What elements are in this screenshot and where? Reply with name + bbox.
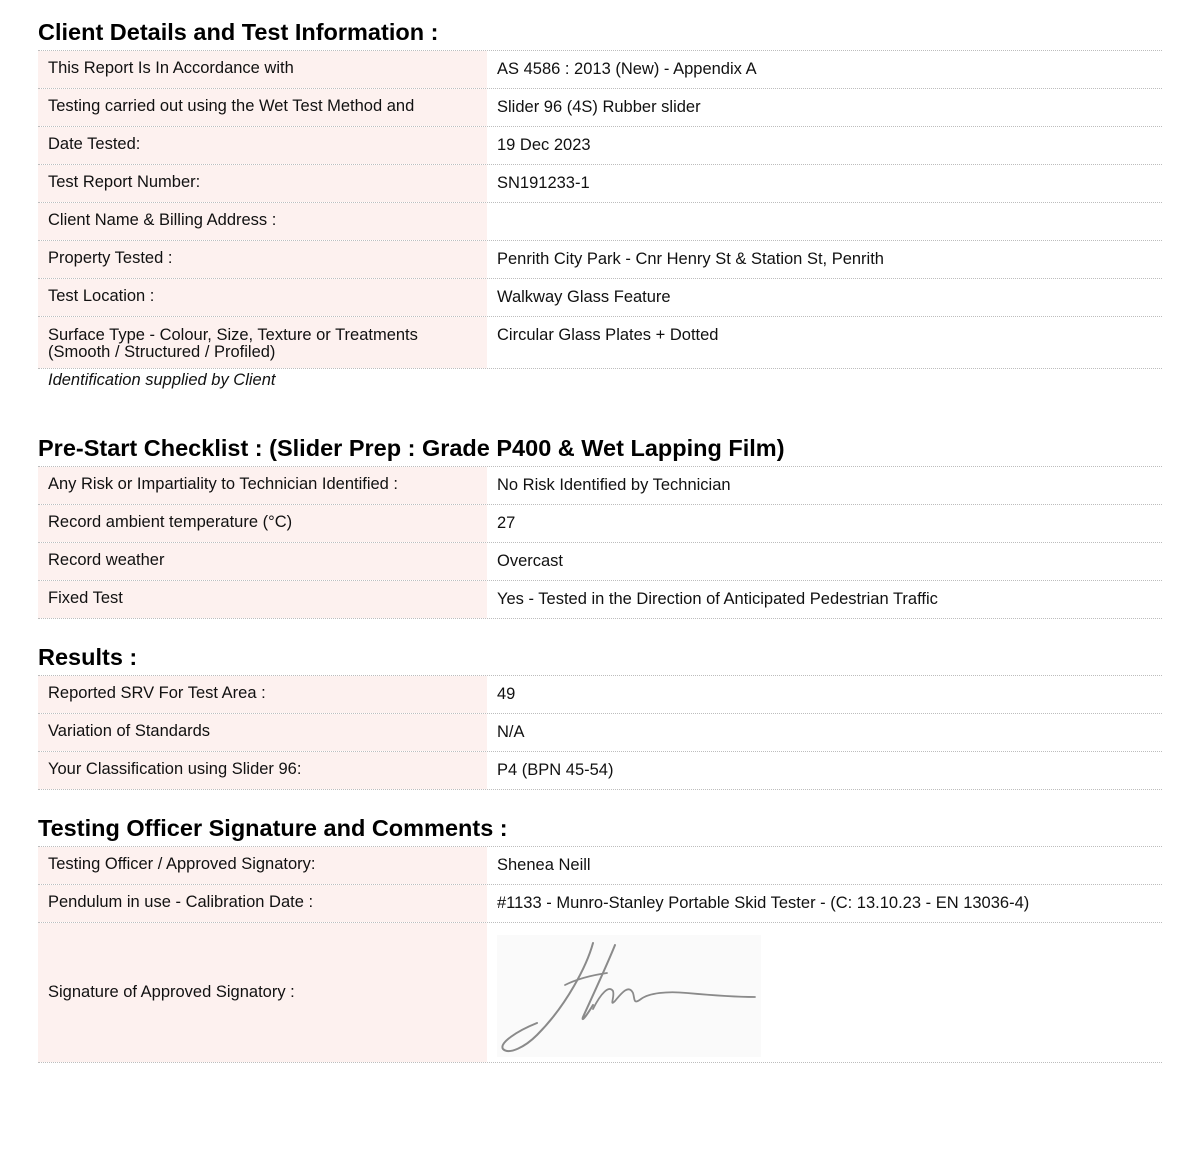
table-row — [38, 127, 1162, 165]
signature-row — [38, 923, 1162, 1063]
row-label: Property Tested : — [38, 241, 487, 278]
table-row — [38, 89, 1162, 127]
row-value: SN191233-1 — [497, 174, 590, 192]
row-value: Walkway Glass Feature — [497, 288, 671, 306]
table-row — [38, 505, 1162, 543]
section-title-pre-start-checklist: Pre-Start Checklist : (Slider Prep : Grade P400 & Wet Lapping Film) — [38, 434, 1162, 467]
table-row — [38, 467, 1162, 505]
table-row — [38, 203, 1162, 241]
row-label: Pendulum in use - Calibration Date : — [38, 885, 487, 922]
row-value: Yes - Tested in the Direction of Anticipated Pedestrian Traffic — [497, 590, 938, 608]
row-value — [487, 203, 1162, 240]
table-row — [38, 543, 1162, 581]
table-row — [38, 581, 1162, 619]
table-row — [38, 714, 1162, 752]
row-value: #1133 - Munro-Stanley Portable Skid Tester - (C: 13.10.23 - EN 13036-4) — [497, 894, 1030, 912]
results-section — [38, 643, 1162, 790]
table-row — [38, 317, 1162, 369]
row-label: Test Report Number: — [38, 165, 487, 202]
row-label: Testing carried out using the Wet Test Method and — [38, 89, 487, 126]
table-row — [38, 51, 1162, 89]
row-label: Client Name & Billing Address : — [38, 203, 487, 240]
row-label: Your Classification using Slider 96: — [38, 752, 487, 789]
row-value: 49 — [497, 685, 516, 703]
table-row — [38, 676, 1162, 714]
row-value: N/A — [497, 723, 525, 741]
row-value: Penrith City Park - Cnr Henry St & Station St, Penrith — [497, 250, 884, 268]
client-details-table — [38, 51, 1162, 399]
row-value-empty — [487, 369, 1162, 399]
checklist-table — [38, 467, 1162, 619]
table-row — [38, 279, 1162, 317]
row-label: Date Tested: — [38, 127, 487, 164]
identification-note: Identification supplied by Client — [48, 371, 276, 389]
section-title-testing-officer: Testing Officer Signature and Comments : — [38, 814, 1162, 847]
table-row-note — [38, 369, 1162, 399]
row-label: Testing Officer / Approved Signatory: — [38, 847, 487, 884]
table-row — [38, 241, 1162, 279]
row-label: This Report Is In Accordance with — [38, 51, 487, 88]
table-row — [38, 885, 1162, 923]
table-row — [38, 165, 1162, 203]
row-value: Overcast — [497, 552, 564, 570]
section-title-results: Results : — [38, 643, 1162, 676]
testing-officer-section — [38, 814, 1162, 1063]
row-label: Surface Type - Colour, Size, Texture or Treatments (Smooth / Structured / Profiled) — [38, 317, 487, 368]
row-label: Reported SRV For Test Area : — [38, 676, 487, 713]
pre-start-checklist-section — [38, 434, 1162, 619]
row-value: Shenea Neill — [497, 856, 591, 874]
table-row — [38, 752, 1162, 790]
row-value: 19 Dec 2023 — [497, 136, 591, 154]
row-value: AS 4586 : 2013 (New) - Appendix A — [497, 60, 757, 78]
row-label: Fixed Test — [38, 581, 487, 618]
client-details-section — [38, 18, 1162, 399]
row-label: Record weather — [38, 543, 487, 580]
row-value: Slider 96 (4S) Rubber slider — [497, 98, 701, 116]
row-value: P4 (BPN 45-54) — [497, 761, 614, 779]
row-label: Variation of Standards — [38, 714, 487, 751]
table-row — [38, 847, 1162, 885]
results-table — [38, 676, 1162, 790]
section-title-client-details: Client Details and Test Information : — [38, 18, 1162, 51]
row-value: No Risk Identified by Technician — [497, 476, 731, 494]
row-value: 27 — [497, 514, 516, 532]
row-value: Circular Glass Plates + Dotted — [497, 326, 719, 344]
officer-table — [38, 847, 1162, 1063]
signature-icon — [497, 935, 761, 1057]
row-label: Any Risk or Impartiality to Technician Identified : — [38, 467, 487, 504]
row-label: Test Location : — [38, 279, 487, 316]
row-label: Record ambient temperature (°C) — [38, 505, 487, 542]
signature-label: Signature of Approved Signatory : — [38, 923, 487, 1062]
signature-area — [487, 923, 1162, 1062]
